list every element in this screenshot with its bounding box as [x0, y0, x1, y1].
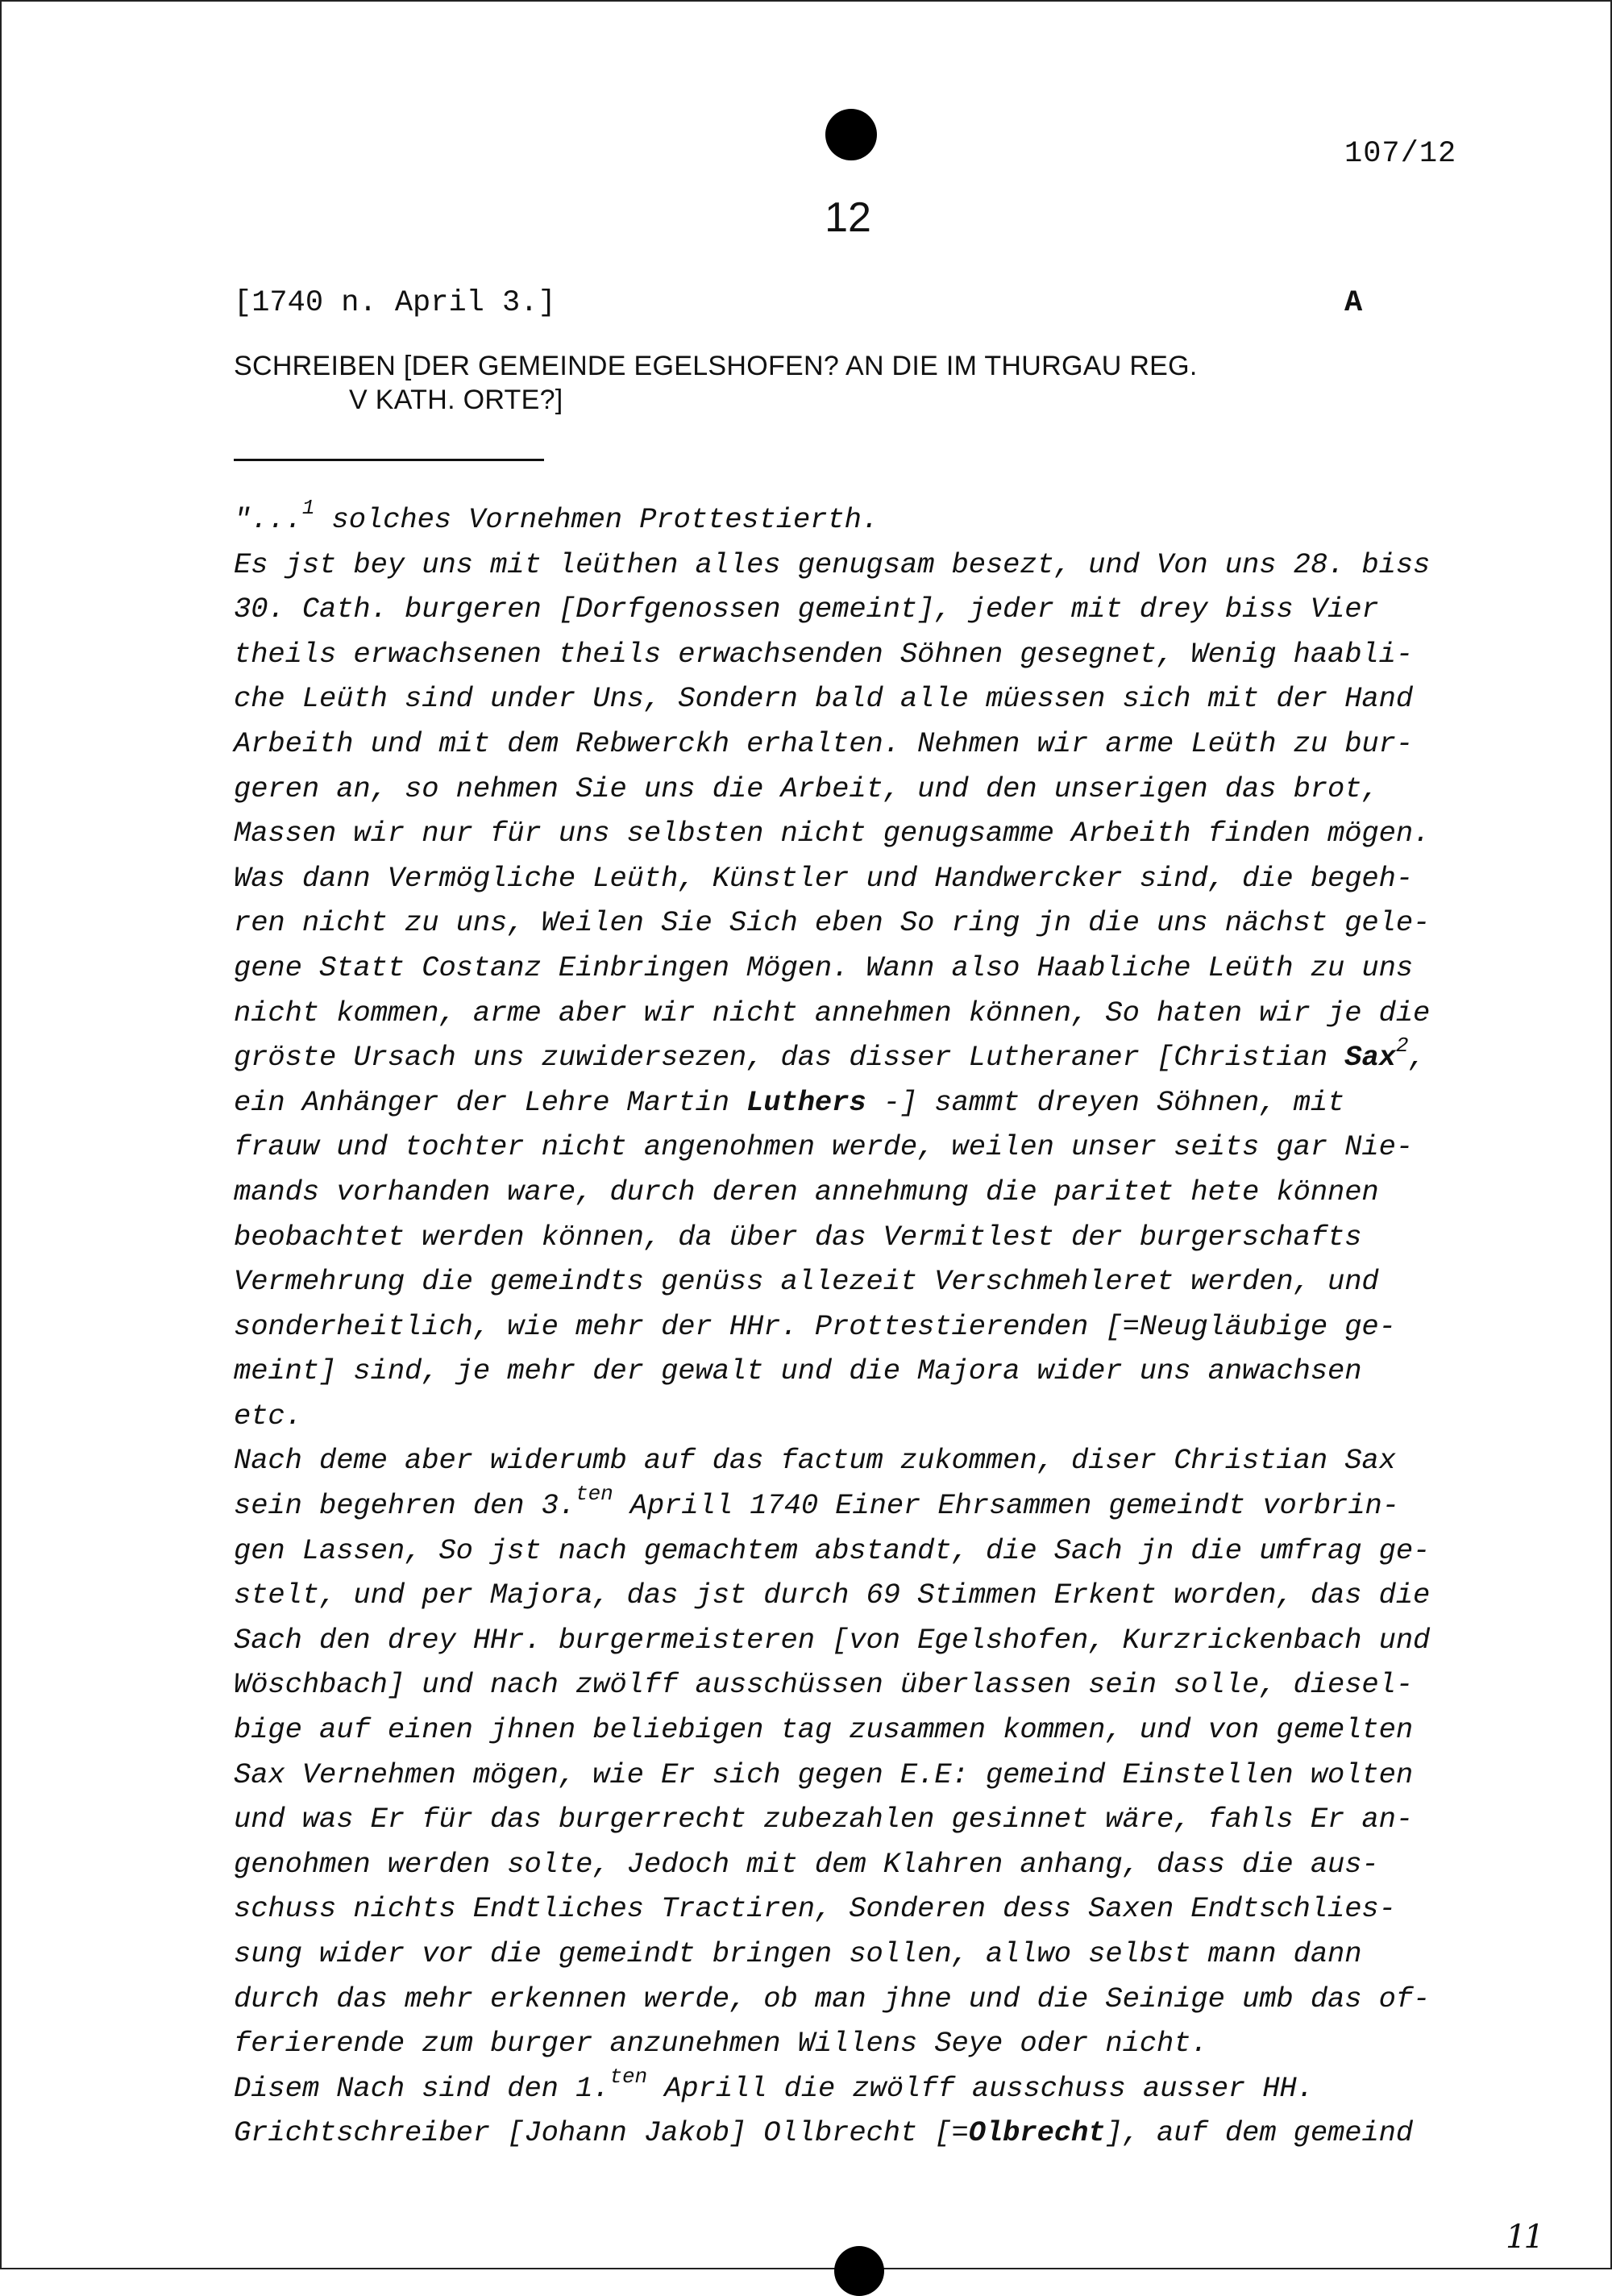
footnote-marker: 2 [1395, 1034, 1409, 1059]
text-line: schuss nichts Endtliches Tractiren, Sonderen dess Saxen Endtschlies- [234, 1892, 1396, 1926]
separator-rule [234, 459, 544, 461]
text-line: frauw und tochter nicht angenohmen werde, weilen unser seits gar Nie- [234, 1130, 1414, 1164]
text-line: sung wider vor die gemeindt bringen sollen, allwo selbst mann dann [234, 1937, 1362, 1970]
handwritten-page-mark: 11 [1506, 2219, 1542, 2256]
text-line: etc. [234, 1399, 302, 1433]
text-line: mands vorhanden ware, durch deren annehmung die paritet hete können [234, 1175, 1379, 1208]
text-line: Massen wir nur für uns selbsten nicht genugsamme Arbeith finden mögen. [234, 817, 1431, 851]
text-line: beobachtet werden können, da über das Vermitlest der burgerschafts [234, 1220, 1362, 1254]
text-line: "...$^1$ solches Vornehmen Prottestierth. [234, 496, 879, 536]
text-line: ren nicht zu uns, Weilen Sie Sich eben So ring jn die uns nächst gele- [234, 906, 1431, 940]
name-olbrecht: Olbrecht [968, 2116, 1106, 2150]
text-line: gen Lassen, So jst nach gemachtem abstandt, die Sach jn die umfrag ge- [234, 1533, 1431, 1567]
text-line: Arbeith und mit dem Rebwerckh erhalten. Nehmen wir arme Leüth zu bur- [234, 726, 1414, 760]
text-line: Wöschbach] und nach zwölff ausschüssen überlassen sein solle, diesel- [234, 1668, 1414, 1702]
text-line: geren an, so nehmen Sie uns die Arbeit, und den unserigen das brot, [234, 772, 1379, 805]
reference-number: 107/12 [1344, 137, 1457, 171]
document-title [234, 349, 1394, 417]
text-line: Was dann Vermögliche Leüth, Künstler und Handwercker sind, die begeh- [234, 861, 1414, 895]
footnote-marker: 1 [301, 496, 315, 521]
text-line: Vermehrung die gemeindts genüss allezeit Verschmehleret werden, und [234, 1265, 1379, 1299]
text-line: stelt, und per Majora, das jst durch 69 Stimmen Erkent worden, das die [234, 1578, 1431, 1612]
text-line: che Leüth sind under Uns, Sondern bald alle müessen sich mit der Hand [234, 682, 1414, 716]
text-line: Grichtschreiber [Johann Jakob] Ollbrecht [=Olbrecht], auf dem gemeind [234, 2116, 1414, 2150]
punch-hole-top [825, 109, 877, 160]
text-line: genohmen werden solte, Jedoch mit dem Klahren anhang, dass die aus- [234, 1847, 1379, 1881]
text-line: durch das mehr erkennen werde, ob man jhne und die Seinige umb das of- [234, 1982, 1431, 2015]
text-line: Es jst bey uns mit leüthen alles genugsam besezt, und Von uns 28. biss [234, 547, 1431, 581]
text-line: theils erwachsenen theils erwachsenden Söhnen gesegnet, Wenig haabli- [234, 637, 1414, 671]
title-line-2: V KATH. ORTE?] [349, 385, 563, 415]
name-sax: Sax [1344, 1041, 1396, 1075]
text-line: ferierende zum burger anzunehmen Willens Seye oder nicht. [234, 2027, 1208, 2061]
text-line: sein begehren den 3.$^{ten}$ Aprill 1740 Einer Ehrsammen gemeindt vorbrin- [234, 1482, 1399, 1523]
text-line: nicht kommen, arme aber wir nicht annehmen können, So haten wir je die [234, 996, 1431, 1029]
text-line: Disem Nach sind den 1.$^{ten}$ Aprill die zwölff ausschuss ausser HH. [234, 2064, 1314, 2105]
document-number: 12 [825, 194, 871, 241]
punch-hole-bottom [834, 2246, 884, 2296]
section-letter: A [1344, 286, 1363, 320]
transcription-body [234, 497, 1491, 2156]
text-line: sonderheitlich, wie mehr der HHr. Prottestierenden [=Neugläubige ge- [234, 1309, 1396, 1343]
text-line: 30. Cath. burgeren [Dorfgenossen gemeint], jeder mit drey biss Vier [234, 593, 1379, 626]
text-line: gene Statt Costanz Einbringen Mögen. Wann also Haabliche Leüth zu uns [234, 950, 1414, 984]
title-line-1: SCHREIBEN [DER GEMEINDE EGELSHOFEN? AN DIE IM THURGAU REG. [234, 351, 1198, 381]
text-line: ein Anhänger der Lehre Martin Luthers -] sammt dreyen Söhnen, mit [234, 1085, 1345, 1119]
text-line: gröste Ursach uns zuwidersezen, das disser Lutheraner [Christian Sax$^2$, [234, 1034, 1426, 1075]
text-line: Sach den drey HHr. burgermeisteren [von Egelshofen, Kurzrickenbach und [234, 1623, 1431, 1657]
text-line: meint] sind, je mehr der gewalt und die Majora wider uns anwachsen [234, 1354, 1362, 1388]
text-line: Sax Vernehmen mögen, wie Er sich gegen E.E: gemeind Einstellen wolten [234, 1757, 1414, 1791]
document-date: [1740 n. April 3.] [234, 286, 556, 320]
ordinal-suffix: ten [575, 1482, 613, 1507]
name-luthers: Luthers [746, 1085, 866, 1119]
text-line: Nach deme aber widerumb auf das factum zukommen, diser Christian Sax [234, 1444, 1396, 1478]
text-line: bige auf einen jhnen beliebigen tag zusammen kommen, und von gemelten [234, 1713, 1414, 1747]
ordinal-suffix: ten [609, 2064, 647, 2089]
text-line: und was Er für das burgerrecht zubezahlen gesinnet wäre, fahls Er an- [234, 1803, 1414, 1836]
